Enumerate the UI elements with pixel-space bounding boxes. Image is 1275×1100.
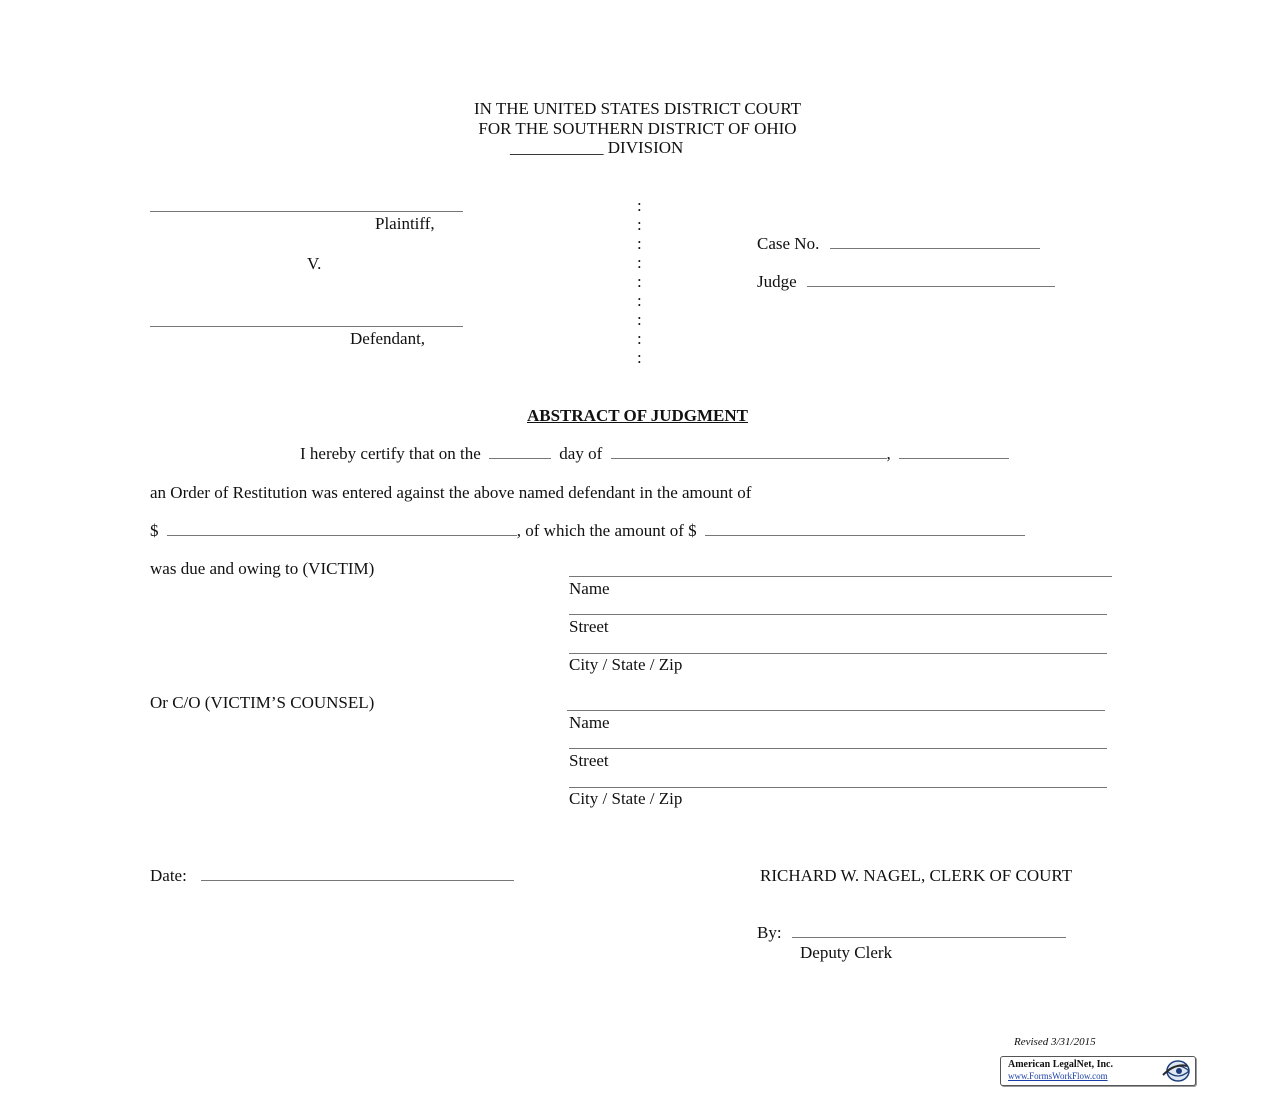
division-blank[interactable]: ___________ bbox=[510, 138, 604, 157]
defendant-name-line[interactable] bbox=[150, 326, 463, 327]
caption-colon: : bbox=[637, 329, 642, 348]
month-field[interactable] bbox=[611, 444, 887, 459]
caption-colon: : bbox=[637, 253, 642, 272]
amount-line bbox=[150, 521, 1025, 541]
counsel-street-field[interactable] bbox=[569, 748, 1107, 749]
counsel-street-label: Street bbox=[569, 751, 609, 770]
plaintiff-label: Plaintiff, bbox=[375, 214, 435, 233]
counsel-name-label: Name bbox=[569, 713, 610, 732]
date-label: Date: bbox=[150, 866, 187, 885]
division-line bbox=[510, 138, 683, 158]
defendant-label: Defendant, bbox=[350, 329, 426, 348]
judge-row bbox=[757, 272, 1055, 292]
deputy-clerk-label: Deputy Clerk bbox=[800, 943, 893, 962]
deputy-signature-field[interactable] bbox=[792, 923, 1066, 938]
order-line: an Order of Restitution was entered against the above named defendant in the amount of bbox=[150, 483, 752, 502]
victim-street-label: Street bbox=[569, 617, 609, 636]
case-number-row bbox=[757, 234, 1040, 254]
judge-field[interactable] bbox=[807, 272, 1055, 287]
caption-colon: : bbox=[637, 348, 642, 367]
victim-name-label: Name bbox=[569, 579, 610, 598]
judge-label: Judge bbox=[757, 272, 797, 291]
date-row bbox=[150, 866, 514, 886]
by-label: By: bbox=[757, 923, 782, 942]
caption-colon: : bbox=[637, 310, 642, 329]
caption-colon: : bbox=[637, 272, 642, 291]
case-number-field[interactable] bbox=[830, 234, 1040, 249]
of-which-text: , of which the amount of $ bbox=[516, 521, 697, 540]
revision-date: Revised 3/31/2015 bbox=[1014, 1036, 1096, 1048]
counsel-city-field[interactable] bbox=[569, 787, 1107, 788]
due-amount-field[interactable] bbox=[705, 521, 1025, 536]
day-of-text: day of bbox=[559, 444, 603, 463]
caption-colon: : bbox=[637, 234, 642, 253]
victim-name-field[interactable] bbox=[569, 576, 1112, 577]
certify-text: I hereby certify that on the bbox=[300, 444, 481, 463]
counsel-name-field[interactable] bbox=[567, 710, 1105, 711]
caption-colon: : bbox=[637, 291, 642, 310]
victim-city-label: City / State / Zip bbox=[569, 655, 683, 674]
logo-company-name: American LegalNet, Inc. bbox=[1008, 1059, 1113, 1070]
caption-colon: : bbox=[637, 196, 642, 215]
comma-text: , bbox=[886, 444, 891, 463]
document-title: ABSTRACT OF JUDGMENT bbox=[526, 406, 749, 425]
victim-label: was due and owing to (VICTIM) bbox=[150, 559, 375, 578]
plaintiff-name-line[interactable] bbox=[150, 211, 463, 212]
counsel-label: Or C/O (VICTIM’S COUNSEL) bbox=[150, 693, 375, 712]
restitution-amount-field[interactable] bbox=[167, 521, 517, 536]
versus-label: V. bbox=[307, 254, 322, 273]
dollar-sign: $ bbox=[150, 521, 159, 540]
clerk-name: RICHARD W. NAGEL, CLERK OF COURT bbox=[760, 866, 1073, 885]
case-number-label: Case No. bbox=[757, 234, 820, 253]
globe-icon bbox=[1161, 1059, 1191, 1083]
date-field[interactable] bbox=[201, 866, 514, 881]
victim-street-field[interactable] bbox=[569, 614, 1107, 615]
division-label: DIVISION bbox=[607, 138, 684, 157]
victim-city-field[interactable] bbox=[569, 653, 1107, 654]
counsel-city-label: City / State / Zip bbox=[569, 789, 683, 808]
legalnet-logo[interactable] bbox=[1000, 1056, 1196, 1086]
logo-url[interactable]: www.FormsWorkFlow.com bbox=[1008, 1071, 1108, 1081]
caption-colon: : bbox=[637, 215, 642, 234]
court-name-line2: FOR THE SOUTHERN DISTRICT OF OHIO bbox=[478, 119, 797, 138]
court-name-line1: IN THE UNITED STATES DISTRICT COURT bbox=[473, 99, 802, 118]
day-field[interactable] bbox=[489, 444, 551, 459]
by-row bbox=[757, 923, 1066, 943]
certify-line bbox=[300, 444, 1009, 464]
year-field[interactable] bbox=[899, 444, 1009, 459]
